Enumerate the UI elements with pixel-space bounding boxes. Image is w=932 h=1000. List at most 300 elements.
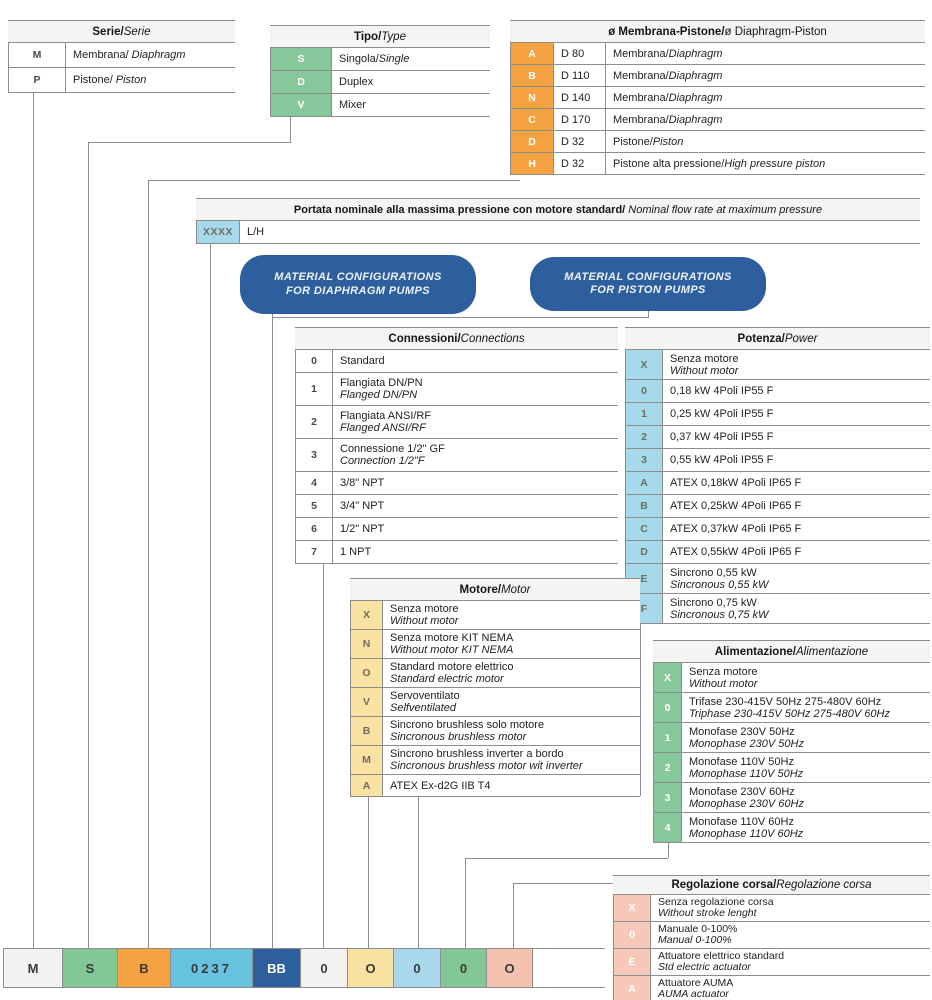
description-en: Piston xyxy=(652,135,684,148)
table-row xyxy=(8,43,235,68)
table-row xyxy=(350,746,640,775)
code-cell: M xyxy=(350,746,383,774)
code-cell: C xyxy=(510,109,554,130)
table-connessioni-body xyxy=(295,350,618,564)
description-cell xyxy=(682,663,930,692)
code-cell: 3 xyxy=(625,449,663,471)
code-cell: A xyxy=(350,775,383,796)
table-connessioni-header xyxy=(295,327,618,350)
table-membrana-body xyxy=(510,43,925,175)
connector-material-elbow xyxy=(272,317,649,318)
description-cell xyxy=(651,976,930,1000)
diameter-cell: D 170 xyxy=(554,109,606,130)
result-code-text: M xyxy=(27,960,39,976)
description-it: Monofase 230V 60Hz xyxy=(689,785,795,798)
result-code-cell xyxy=(440,949,486,987)
table-row xyxy=(625,426,930,449)
description-it: Senza motore xyxy=(670,352,739,365)
code-cell: P xyxy=(8,68,66,92)
table-row xyxy=(295,350,618,373)
connector-alimentazione-elbow xyxy=(465,858,668,859)
code-cell: 2 xyxy=(625,426,663,448)
description-en: Without stroke lenght xyxy=(658,907,757,919)
description-en: Manual 0-100% xyxy=(658,934,732,946)
description-en: Std electric actuator xyxy=(658,961,751,973)
code-cell: N xyxy=(350,630,383,658)
description-it: 3/8" NPT xyxy=(340,477,385,489)
description-en: Diaphragm xyxy=(668,113,723,126)
table-row xyxy=(625,472,930,495)
description-cell xyxy=(333,472,618,494)
description-en: Diaphragm xyxy=(668,47,723,60)
table-row xyxy=(625,541,930,564)
table-row xyxy=(653,813,930,843)
description-en: Sincronous brushless motor wit inverter xyxy=(390,760,583,772)
connector-membrana-elbow xyxy=(148,180,520,181)
result-code-text: O xyxy=(504,960,515,976)
table-row xyxy=(510,65,925,87)
result-code-cell xyxy=(252,949,300,987)
table-title-it: Alimentazione xyxy=(714,646,793,658)
description-it: Monofase 110V 60Hz xyxy=(689,815,794,828)
description-en: AUMA actuator xyxy=(658,988,729,1000)
table-row xyxy=(350,630,640,659)
diameter-cell: D 80 xyxy=(554,43,606,64)
description-cell xyxy=(606,131,925,152)
description-cell xyxy=(606,43,925,64)
code-cell: 4 xyxy=(653,813,682,842)
result-code-cell xyxy=(62,949,117,987)
description-en: Diaphragm xyxy=(131,49,186,61)
diameter-cell: D 140 xyxy=(554,87,606,108)
table-row xyxy=(295,541,618,564)
code-cell: O xyxy=(350,659,383,687)
description-cell xyxy=(332,48,490,70)
description-it: Monofase 230V 50Hz xyxy=(689,725,795,738)
description-it: Manuale 0-100% xyxy=(658,923,738,935)
table-row xyxy=(295,439,618,472)
description-it: Membrana/ xyxy=(613,69,669,82)
description-cell xyxy=(383,630,640,658)
description-cell xyxy=(682,783,930,812)
description-cell xyxy=(383,746,640,774)
table-row xyxy=(350,717,640,746)
description-it: ATEX 0,18kW 4Poli IP65 F xyxy=(670,477,802,489)
code-cell: A xyxy=(510,43,554,64)
table-row xyxy=(653,663,930,693)
result-code-cell xyxy=(300,949,347,987)
table-title-en: Serie xyxy=(123,26,151,38)
table-tipo-header xyxy=(270,25,490,48)
description-cell xyxy=(383,717,640,745)
table-title-en: Power xyxy=(784,333,818,345)
description-it: 0,37 kW 4Poli IP55 F xyxy=(670,431,774,443)
title-separator: / xyxy=(457,333,461,345)
result-code-cells xyxy=(3,949,605,987)
table-row xyxy=(350,775,640,797)
table-row xyxy=(625,380,930,403)
description-it: Attuatore AUMA xyxy=(658,977,734,989)
table-row xyxy=(295,472,618,495)
table-row xyxy=(510,131,925,153)
description-it: Mixer xyxy=(339,99,366,111)
table-title-it: Potenza xyxy=(737,333,782,345)
description-cell xyxy=(606,87,925,108)
connector-regolazione-elbow xyxy=(513,883,613,884)
code-cell: M xyxy=(8,43,66,67)
code-cell: 2 xyxy=(653,753,682,782)
description-it: Membrana/ xyxy=(613,47,669,60)
table-row xyxy=(196,221,920,244)
description-cell xyxy=(663,564,930,593)
code-cell: V xyxy=(350,688,383,716)
table-tipo xyxy=(270,25,490,117)
code-cell: E xyxy=(613,949,651,975)
code-cell: N xyxy=(510,87,554,108)
table-alimentazione-body xyxy=(653,663,930,843)
table-row xyxy=(625,350,930,380)
code-cell: 0 xyxy=(653,693,682,722)
code-cell: X xyxy=(350,601,383,629)
table-row xyxy=(653,783,930,813)
title-separator: / xyxy=(622,204,629,216)
description-it: Flangiata DN/PN xyxy=(340,377,423,389)
description-en: Connection 1/2"F xyxy=(340,455,425,467)
table-serie xyxy=(8,20,235,93)
description-cell xyxy=(663,594,930,623)
description-cell xyxy=(663,380,930,402)
connector-connessioni xyxy=(323,552,324,948)
table-row xyxy=(625,449,930,472)
description-it: Flangiata ANSI/RF xyxy=(340,410,432,422)
description-it: Monofase 110V 50Hz xyxy=(689,755,794,768)
table-motore xyxy=(350,578,640,797)
material-config-diaphragm-box xyxy=(240,255,476,314)
code-cell: A xyxy=(613,976,651,1000)
table-title-en: Connections xyxy=(460,333,525,345)
connector-potenza xyxy=(418,796,419,948)
result-code-text: 0 xyxy=(413,960,421,976)
flow-unit-cell xyxy=(240,221,920,243)
description-en: Single xyxy=(378,53,410,65)
description-cell xyxy=(663,518,930,540)
table-row xyxy=(295,518,618,541)
description-en: Monophase 230V 50Hz xyxy=(689,737,804,750)
table-title-en: Alimentazione xyxy=(795,646,869,658)
connector-membrana xyxy=(148,180,149,948)
description-cell xyxy=(682,723,930,752)
description-it: Membrana/ xyxy=(73,49,129,61)
result-code-text: 0237 xyxy=(191,960,232,976)
description-cell xyxy=(333,518,618,540)
description-it: 3/4" NPT xyxy=(340,500,385,512)
diameter-cell: D 110 xyxy=(554,65,606,86)
result-code-row xyxy=(3,948,605,988)
description-cell xyxy=(66,68,235,92)
table-row xyxy=(510,109,925,131)
table-title-en: Motor xyxy=(501,584,531,596)
description-it: Attuatore elettrico standard xyxy=(658,950,785,962)
description-cell xyxy=(333,350,618,372)
material-config-piston-box xyxy=(530,257,766,311)
code-cell: V xyxy=(270,94,332,116)
table-motore-body xyxy=(350,601,640,797)
result-code-text: B xyxy=(139,960,149,976)
table-row xyxy=(350,659,640,688)
code-cell: B xyxy=(510,65,554,86)
table-title-en: Nominal flow rate at maximum pressure xyxy=(628,204,823,216)
code-cell: X xyxy=(653,663,682,692)
description-cell xyxy=(383,601,640,629)
description-en: Flanged ANSI/RF xyxy=(340,422,426,434)
table-title-it: ø Membrana-Pistone xyxy=(608,26,722,38)
table-alimentazione xyxy=(653,640,930,843)
connector-tipo xyxy=(88,142,89,948)
description-en: Monophase 230V 60Hz xyxy=(689,797,804,810)
result-code-cell xyxy=(486,949,533,987)
table-row xyxy=(350,601,640,630)
table-title-en: Type xyxy=(381,31,406,43)
description-en: Without motor xyxy=(670,364,739,377)
code-cell: C xyxy=(625,518,663,540)
code-cell: 0 xyxy=(613,922,651,948)
description-it: Membrana/ xyxy=(613,91,669,104)
code-cell: 7 xyxy=(295,541,333,563)
description-cell xyxy=(682,813,930,842)
table-row xyxy=(270,71,490,94)
description-cell xyxy=(606,109,925,130)
description-it: Sincrono 0,75 kW xyxy=(670,596,757,609)
table-tipo-body xyxy=(270,48,490,117)
table-row xyxy=(510,43,925,65)
description-it: Sincrono brushless inverter a bordo xyxy=(390,748,564,760)
table-row xyxy=(295,373,618,406)
description-cell xyxy=(663,403,930,425)
description-en: Piston xyxy=(115,74,147,86)
description-cell xyxy=(663,426,930,448)
description-en: Flanged DN/PN xyxy=(340,389,418,401)
description-en: Without motor KIT NEMA xyxy=(390,644,514,656)
description-cell xyxy=(651,949,930,975)
table-row xyxy=(270,48,490,71)
table-row xyxy=(350,688,640,717)
code-cell: X xyxy=(613,895,651,921)
connector-motore xyxy=(368,775,369,948)
code-cell: D xyxy=(510,131,554,152)
description-it: ATEX Ex-d2G IIB T4 xyxy=(390,779,491,792)
description-en: Diaphragm xyxy=(668,69,723,82)
table-regolazione-corsa xyxy=(613,875,930,1000)
table-title-it: Regolazione corsa xyxy=(671,879,774,891)
table-row xyxy=(625,495,930,518)
table-title-it: Motore xyxy=(459,584,498,596)
table-membrana-pistone xyxy=(510,20,925,175)
result-code-text: 0 xyxy=(320,960,328,976)
material-config-diaphragm-label: MATERIAL CONFIGURATIONS FOR DIAPHRAGM PUMPS xyxy=(274,271,442,297)
code-cell: 3 xyxy=(653,783,682,812)
result-code-text: S xyxy=(85,960,95,976)
table-row xyxy=(613,895,930,922)
description-cell xyxy=(682,753,930,782)
table-title-it: Serie xyxy=(92,26,121,38)
connector-regolazione xyxy=(513,883,514,948)
result-code-cell xyxy=(3,949,62,987)
description-it: Standard xyxy=(340,355,385,367)
code-cell: 3 xyxy=(295,439,333,471)
description-it: Senza regolazione corsa xyxy=(658,896,774,908)
description-cell xyxy=(333,406,618,438)
code-cell: 1 xyxy=(653,723,682,752)
description-en: Sincronous 0,75 kW xyxy=(670,608,769,621)
table-row xyxy=(613,949,930,976)
code-cell: 4 xyxy=(295,472,333,494)
table-connessioni xyxy=(295,327,618,564)
description-cell xyxy=(663,541,930,563)
connector-tipo-elbow xyxy=(88,142,291,143)
table-row xyxy=(613,922,930,949)
table-row xyxy=(295,495,618,518)
table-title-en: ø Diaphragm-Piston xyxy=(724,26,827,38)
description-en: Standard electric motor xyxy=(390,673,504,685)
table-portata xyxy=(196,198,920,244)
title-separator: / xyxy=(781,333,785,345)
result-code-cell xyxy=(347,949,393,987)
result-code-cell xyxy=(117,949,170,987)
table-title-it: Tipo xyxy=(354,31,379,43)
table-title-en: Regolazione corsa xyxy=(776,879,872,891)
table-row xyxy=(270,94,490,117)
result-code-cell xyxy=(170,949,252,987)
description-en: Triphase 230-415V 50Hz 275-480V 60Hz xyxy=(689,707,890,720)
flow-code-cell: XXXX xyxy=(196,221,240,243)
table-serie-body xyxy=(8,43,235,93)
code-cell: F xyxy=(625,594,663,623)
table-serie-header xyxy=(8,20,235,43)
description-en: Selfventilated xyxy=(390,702,457,714)
description-cell xyxy=(66,43,235,67)
description-it: Standard motore elettrico xyxy=(390,661,514,673)
code-cell: B xyxy=(625,495,663,517)
description-cell xyxy=(383,775,640,796)
description-cell xyxy=(383,659,640,687)
description-it: Trifase 230-415V 50Hz 275-480V 60Hz xyxy=(689,695,882,708)
diameter-cell: D 32 xyxy=(554,153,606,174)
code-cell: 1 xyxy=(295,373,333,405)
table-row xyxy=(510,153,925,175)
table-regolazione-header xyxy=(613,875,930,895)
description-it: 0,18 kW 4Poli IP55 F xyxy=(670,385,774,397)
table-row xyxy=(625,594,930,624)
title-separator: / xyxy=(378,31,382,43)
description-cell xyxy=(682,693,930,722)
description-en: Diaphragm xyxy=(668,91,723,104)
description-cell xyxy=(333,439,618,471)
description-cell xyxy=(606,153,925,174)
description-it: Connessione 1/2" GF xyxy=(340,443,445,455)
description-cell xyxy=(333,541,618,563)
table-row xyxy=(653,693,930,723)
description-en: High pressure piston xyxy=(724,157,826,170)
description-it: Singola/ xyxy=(339,53,379,65)
description-cell xyxy=(651,922,930,948)
description-cell xyxy=(332,71,490,93)
code-cell: 1 xyxy=(625,403,663,425)
description-cell xyxy=(663,350,930,379)
table-potenza-header xyxy=(625,327,930,350)
code-cell: S xyxy=(270,48,332,70)
result-code-text: 0 xyxy=(459,960,468,976)
table-row xyxy=(510,87,925,109)
title-separator: / xyxy=(721,26,725,38)
description-it: Membrana/ xyxy=(613,113,669,126)
table-row xyxy=(625,518,930,541)
title-separator: / xyxy=(120,26,124,38)
material-config-piston-label: MATERIAL CONFIGURATIONS FOR PISTON PUMPS xyxy=(564,270,732,296)
code-cell: H xyxy=(510,153,554,174)
description-it: Senza motore xyxy=(390,603,459,615)
description-en: Sincronous 0,55 kW xyxy=(670,578,769,591)
connector-serie xyxy=(33,90,34,948)
description-en: Monophase 110V 50Hz xyxy=(689,767,804,780)
table-alimentazione-header xyxy=(653,640,930,663)
description-cell xyxy=(663,472,930,494)
table-membrana-header xyxy=(510,20,925,43)
description-cell xyxy=(333,373,618,405)
description-it: Senza motore KIT NEMA xyxy=(390,632,514,644)
code-cell: E xyxy=(625,564,663,593)
table-portata-header xyxy=(196,198,920,221)
title-separator: / xyxy=(497,584,502,596)
description-cell xyxy=(332,94,490,116)
code-cell: 5 xyxy=(295,495,333,517)
code-cell: 0 xyxy=(295,350,333,372)
code-cell: D xyxy=(625,541,663,563)
description-it: Sincrono 0,55 kW xyxy=(670,566,757,579)
result-code-text: O xyxy=(365,960,376,976)
table-motore-header xyxy=(350,578,640,601)
description-it: Pistone alta pressione/ xyxy=(613,157,725,170)
table-potenza xyxy=(625,327,930,624)
connector-potenza-stub xyxy=(640,615,641,796)
table-row xyxy=(295,406,618,439)
table-row xyxy=(8,68,235,93)
description-it: ATEX 0,55kW 4Poli IP65 F xyxy=(670,546,802,558)
description-it: ATEX 0,25kW 4Poli IP65 F xyxy=(670,500,802,512)
code-cell: B xyxy=(350,717,383,745)
code-cell: 0 xyxy=(625,380,663,402)
table-regolazione-body xyxy=(613,895,930,1000)
description-en: Without motor xyxy=(689,677,758,690)
connector-portata xyxy=(210,240,211,948)
title-separator: / xyxy=(792,646,796,658)
description-cell xyxy=(651,895,930,921)
description-cell xyxy=(333,495,618,517)
table-row xyxy=(625,403,930,426)
description-it: 1 NPT xyxy=(340,546,372,558)
code-cell: 2 xyxy=(295,406,333,438)
description-en: Monophase 110V 60Hz xyxy=(689,827,804,840)
result-code-cell xyxy=(393,949,440,987)
table-title-it: Portata nominale alla massima pressione con motore standard xyxy=(293,204,623,216)
diameter-cell: D 32 xyxy=(554,131,606,152)
table-row xyxy=(613,976,930,1000)
description-cell xyxy=(383,688,640,716)
description-it: Pistone/ xyxy=(613,135,653,148)
description-it: ATEX 0,37kW 4Poli IP65 F xyxy=(670,523,802,535)
description-it: 0,25 kW 4Poli IP55 F xyxy=(670,408,774,420)
connector-material xyxy=(272,305,273,948)
code-cell: 6 xyxy=(295,518,333,540)
